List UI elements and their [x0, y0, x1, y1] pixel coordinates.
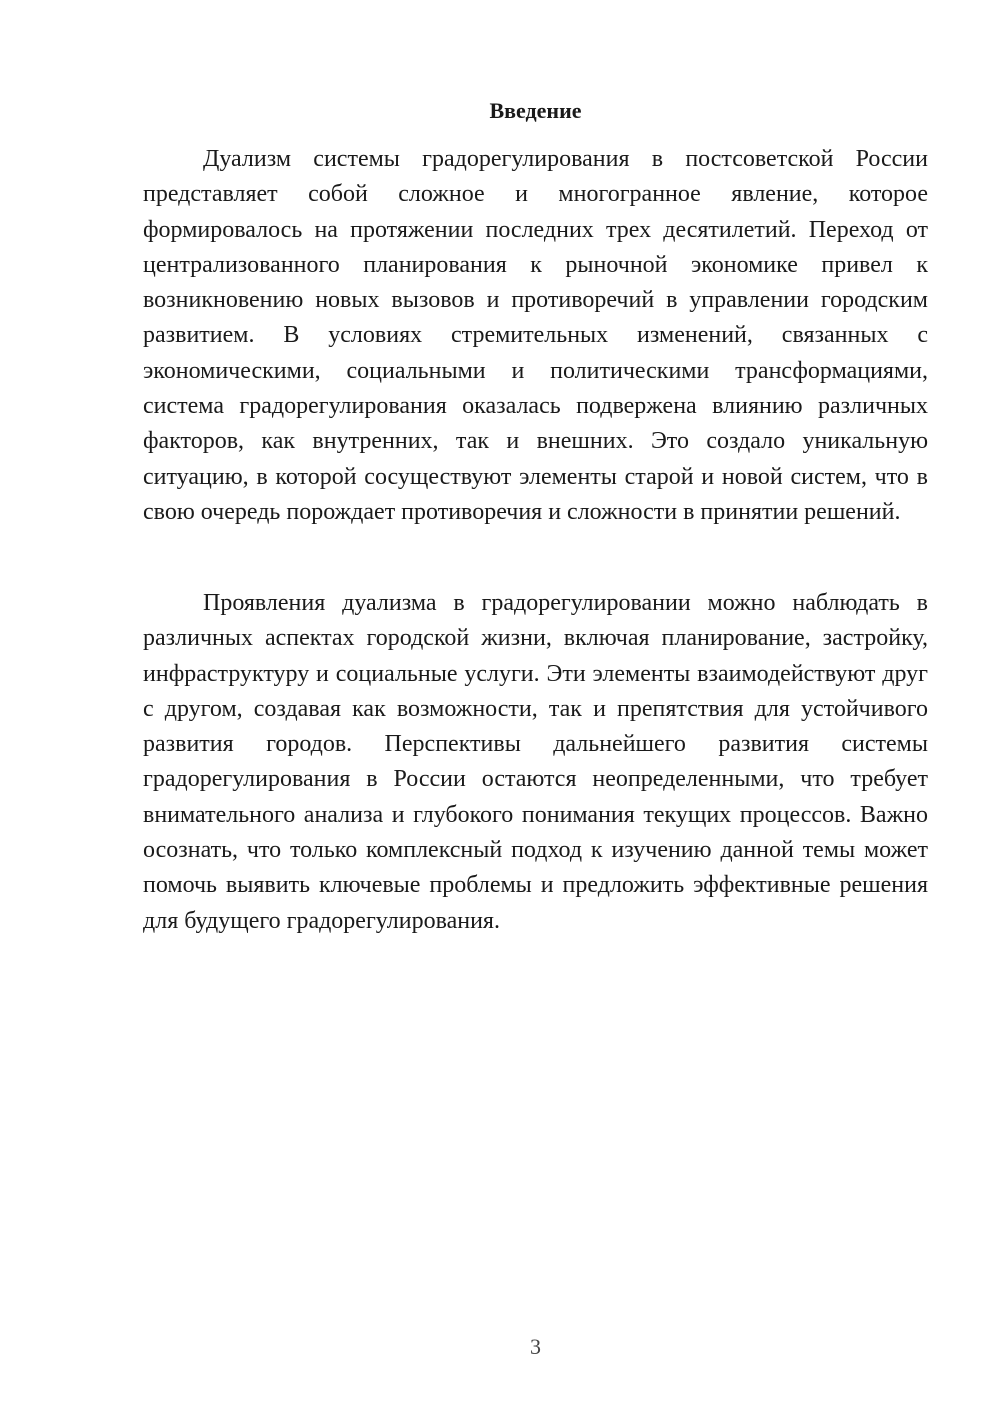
page-number: 3 — [530, 1334, 541, 1359]
section-heading: Введение — [489, 98, 582, 123]
intro-paragraph-2: Проявления дуализма в градорегулировании можно наблюдать в различных аспектах городской жизни, включая планирование, застройку, инфраструктуру и социальные услуги. Эти элементы взаимодействуют друг с другом, создавая как возможности, так и препятствия для устойчивого развития городов. Перспективы дальнейшего развития системы градорегулирования в России остаются неопределенными, что требует внимательного анализа и глубокого понимания текущих процессов. Важно осознать, что только комплексный подход к изучению данной темы может помочь выявить ключевые проблемы и предложить эффективные решения для будущего градорегулирования. — [143, 590, 928, 934]
intro-paragraph-1: Дуализм системы градорегулирования в постсоветской России представляет собой сложное и многогранное явление, которое формировалось на протяжении последних трех десятилетий. Переход от централизованного планирования к рыночной экономике привел к возникновению новых вызовов и противоречий в управлении городским развитием. В условиях стремительных изменений, связанных с экономическими, социальными и политическими трансформациями, система градорегулирования оказалась подвержена влиянию различных факторов, как внутренних, так и внешних. Это создало уникальную ситуацию, в которой сосуществуют элементы старой и новой систем, что в свою очередь порождает противоречия и сложности в принятии решений. — [143, 146, 928, 525]
